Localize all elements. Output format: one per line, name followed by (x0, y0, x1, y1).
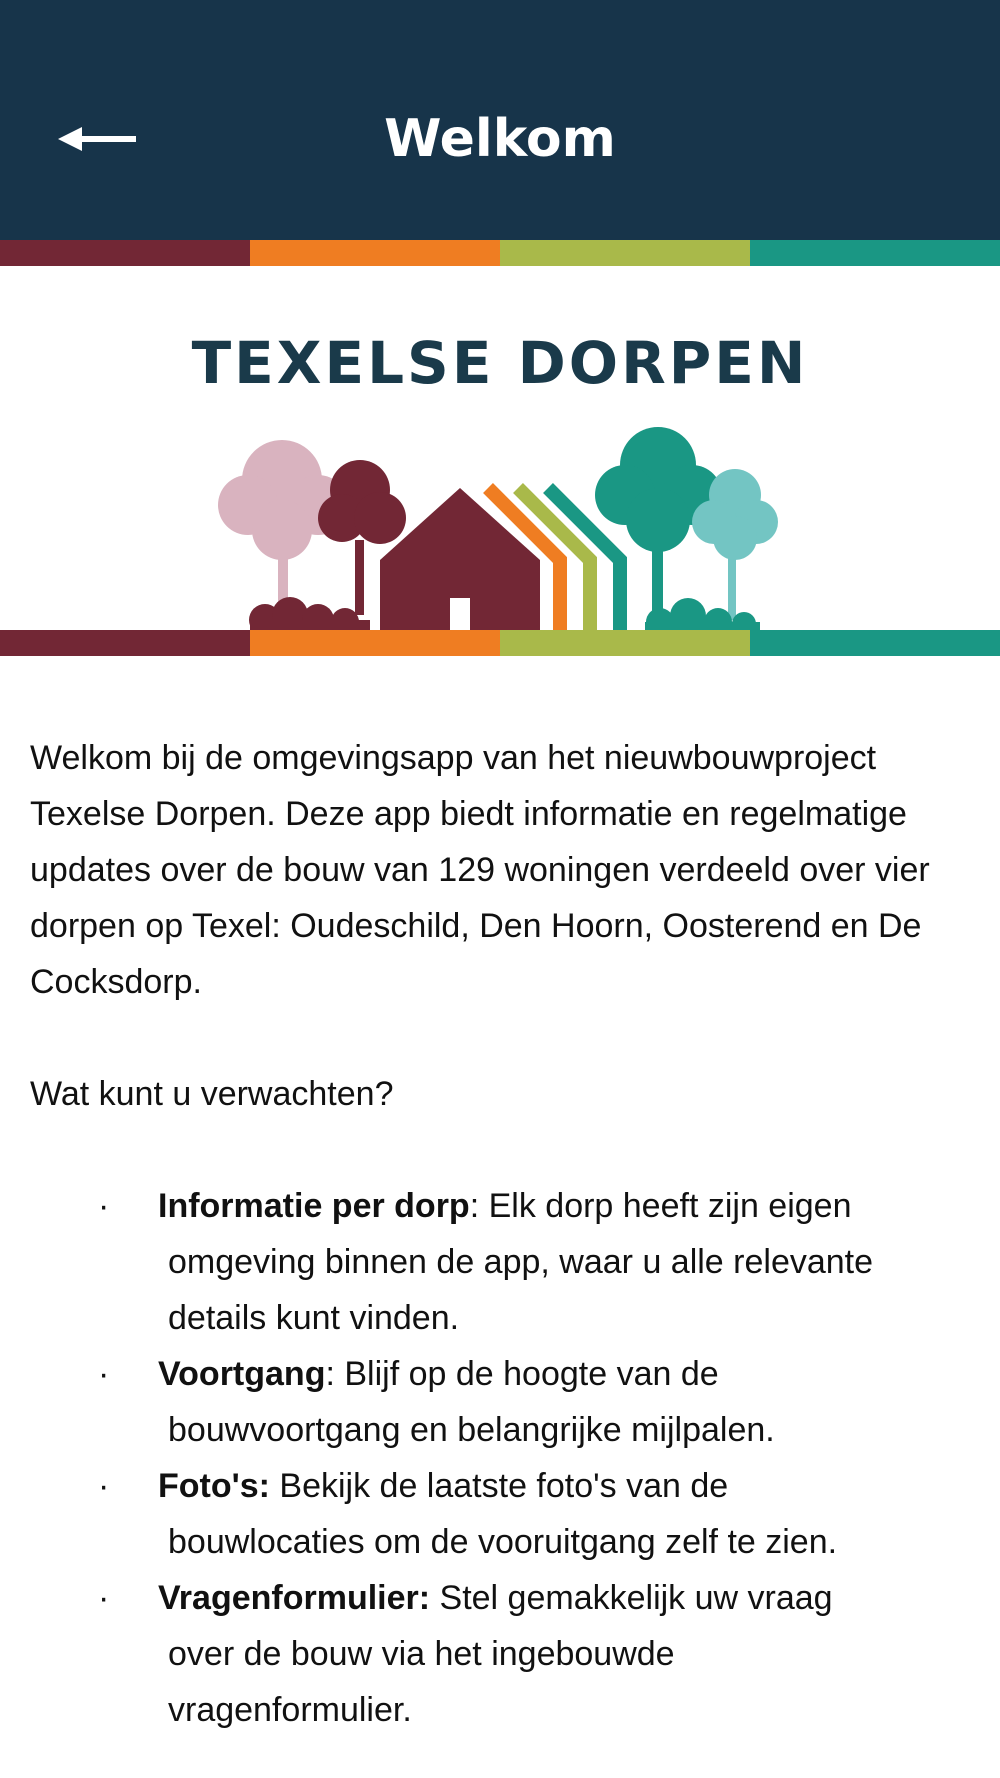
app-header (0, 0, 1000, 240)
stripe-green (500, 240, 750, 266)
feature-title: Foto's: (158, 1467, 270, 1505)
intro-paragraph: Welkom bij de omgevingsapp van het nieuwbouwproject Texelse Dorpen. Deze app biedt informatie en regelmatige updates over de bouw van 129 woningen verdeeld over vier dorpen op Texel: Oudeschild, Den Hoorn, Oosterend en De Cocksdorp. (30, 739, 930, 1001)
expectation-heading: Wat kunt u verwachten? (30, 1075, 394, 1113)
welcome-content (30, 730, 980, 1738)
bullet-icon: · (98, 1355, 110, 1393)
village-logo-illustration (0, 410, 1000, 634)
stripe-maroon (0, 240, 250, 266)
feature-title: Voortgang (158, 1355, 326, 1393)
bullet-icon: · (98, 1579, 110, 1617)
brand-logo-title: TEXELSE DORPEN (191, 329, 809, 397)
list-item: · Foto's: Bekijk de laatste foto's van de bouwlocaties om de vooruitgang zelf te zien. (30, 1458, 980, 1570)
feature-title: Informatie per dorp (158, 1187, 470, 1225)
list-item: · Voortgang: Blijf op de hoogte van de bouwvoortgang en belangrijke mijlpalen. (30, 1346, 980, 1458)
brand-color-bar-top (0, 240, 1000, 266)
bushes-left-icon (249, 597, 370, 634)
stripe-orange (250, 240, 500, 266)
stripe-green (500, 630, 750, 656)
stripe-teal (750, 240, 1000, 266)
bullet-icon: · (98, 1467, 110, 1505)
stripe-maroon (0, 630, 250, 656)
feature-title: Vragenformulier: (158, 1579, 431, 1617)
stripe-orange (250, 630, 500, 656)
page-title: Welkom (384, 109, 616, 169)
brand-color-bar-bottom (0, 630, 1000, 656)
list-item: · Informatie per dorp: Elk dorp heeft zijn eigen omgeving binnen de app, waar u alle relevante details kunt vinden. (30, 1178, 980, 1346)
bullet-icon: · (98, 1187, 110, 1225)
feature-list (30, 1178, 980, 1738)
list-item: · Vragenformulier: Stel gemakkelijk uw vraag over de bouw via het ingebouwde vragenformulier. (30, 1570, 980, 1738)
stripe-teal (750, 630, 1000, 656)
